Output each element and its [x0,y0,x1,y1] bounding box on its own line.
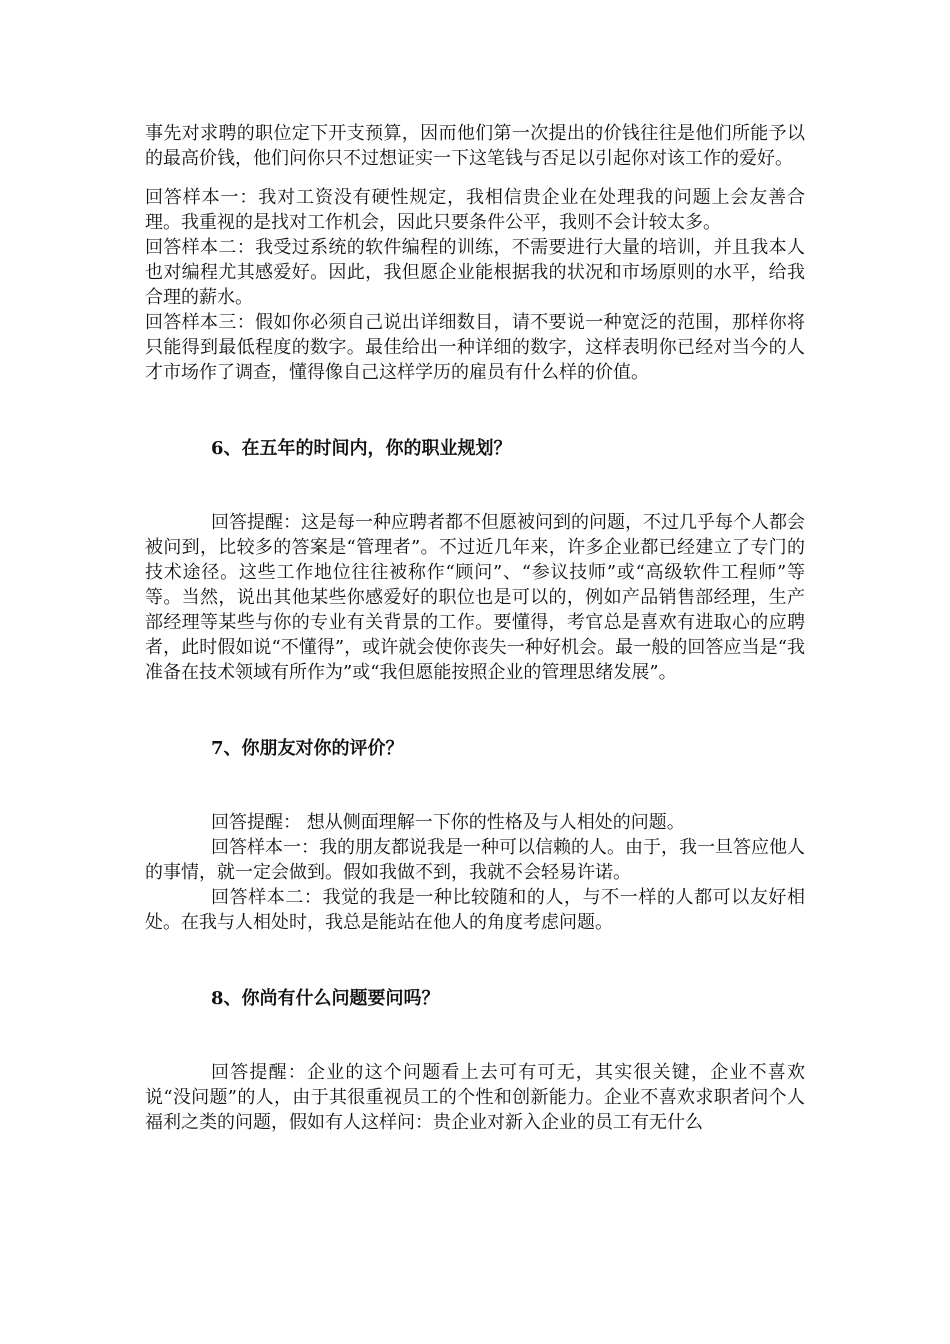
q5-answer-sample-2: 回答样本二：我受过系统的软件编程的训练，不需要进行大量的培训，并且我本人也对编程尤其感爱好。因此，我但愿企业能根据我的状况和市场原则的水平，给我合理的薪水。 [145,237,805,308]
document-body [145,121,805,1135]
q7-heading: 7、你朋友对你的评价？ [211,738,404,759]
spacer [145,761,805,810]
q5-answer-sample-3: 回答样本三：假如你必须自己说出详细数目，请不要说一种宽泛的范围，那样你将只能得到最低程度的数字。最佳给出一种详细的数字，这样表明你已经对当今的人才市场作了调查，懂得像自己这样学历的雇员有什么样的价值。 [145,312,805,383]
spacer [145,385,805,436]
q8-heading: 8、你尚有什么问题要问吗？ [211,988,440,1009]
q7-answer-reminder: 回答提醒： 想从侧面理解一下你的性格及与人相处的问题。 [211,812,685,833]
q7-answer-sample-1: 回答样本一：我的朋友都说我是一种可以信赖的人。由于，我一旦答应他人的事情，就一定会做到。假如我做不到，我就不会轻易许诺。 [145,837,805,883]
spacer [145,461,805,510]
q8-answer-reminder: 回答提醒：企业的这个问题看上去可有可无，其实很关键，企业不喜欢说“没问题”的人，由于其很重视员工的个性和创新能力。企业不喜欢求职者问个人福利之类的问题，假如有人这样问：贵企业对新入企业的员工有无什么 [145,1062,805,1133]
q7-answer-sample-2: 回答样本二：我觉的我是一种比较随和的人，与不一样的人都可以友好相处。在我与人相处时，我总是能站在他人的角度考虑问题。 [145,887,805,933]
q6-answer-reminder: 回答提醒：这是每一种应聘者都不但愿被问到的问题，不过几乎每个人都会被问到，比较多的答案是“管理者”。不过近几年来，许多企业都已经建立了专门的技术途径。这些工作地位往往被称作“顾问”、“参议技师”或“高级软件工程师”等等。当然，说出其他某些你感爱好的职位也是可以的，例如产品销售部经理，生产部经理等某些与你的专业有关背景的工作。要懂得，考官总是喜欢有进取心的应聘者，此时假如说“不懂得”，或许就会使你丧失一种好机会。最一般的回答应当是“我准备在技术领域有所作为”或“我但愿能按照企业的管理思绪发展”。 [145,512,805,683]
q5-answer-sample-1: 回答样本一：我对工资没有硬性规定，我相信贵企业在处理我的问题上会友善合理。我重视的是找对工作机会，因此只要条件公平，我则不会计较太多。 [145,187,805,233]
spacer [145,935,805,986]
spacer [145,171,805,185]
q6-heading: 6、在五年的时间内，你的职业规划？ [211,438,512,459]
paragraph-salary-budget: 事先对求聘的职位定下开支预算，因而他们第一次提出的价钱往往是他们所能予以的最高价钱，他们问你只不过想证实一下这笔钱与否足以引起你对该工作的爱好。 [145,123,805,169]
spacer [145,685,805,736]
spacer [145,1011,805,1060]
